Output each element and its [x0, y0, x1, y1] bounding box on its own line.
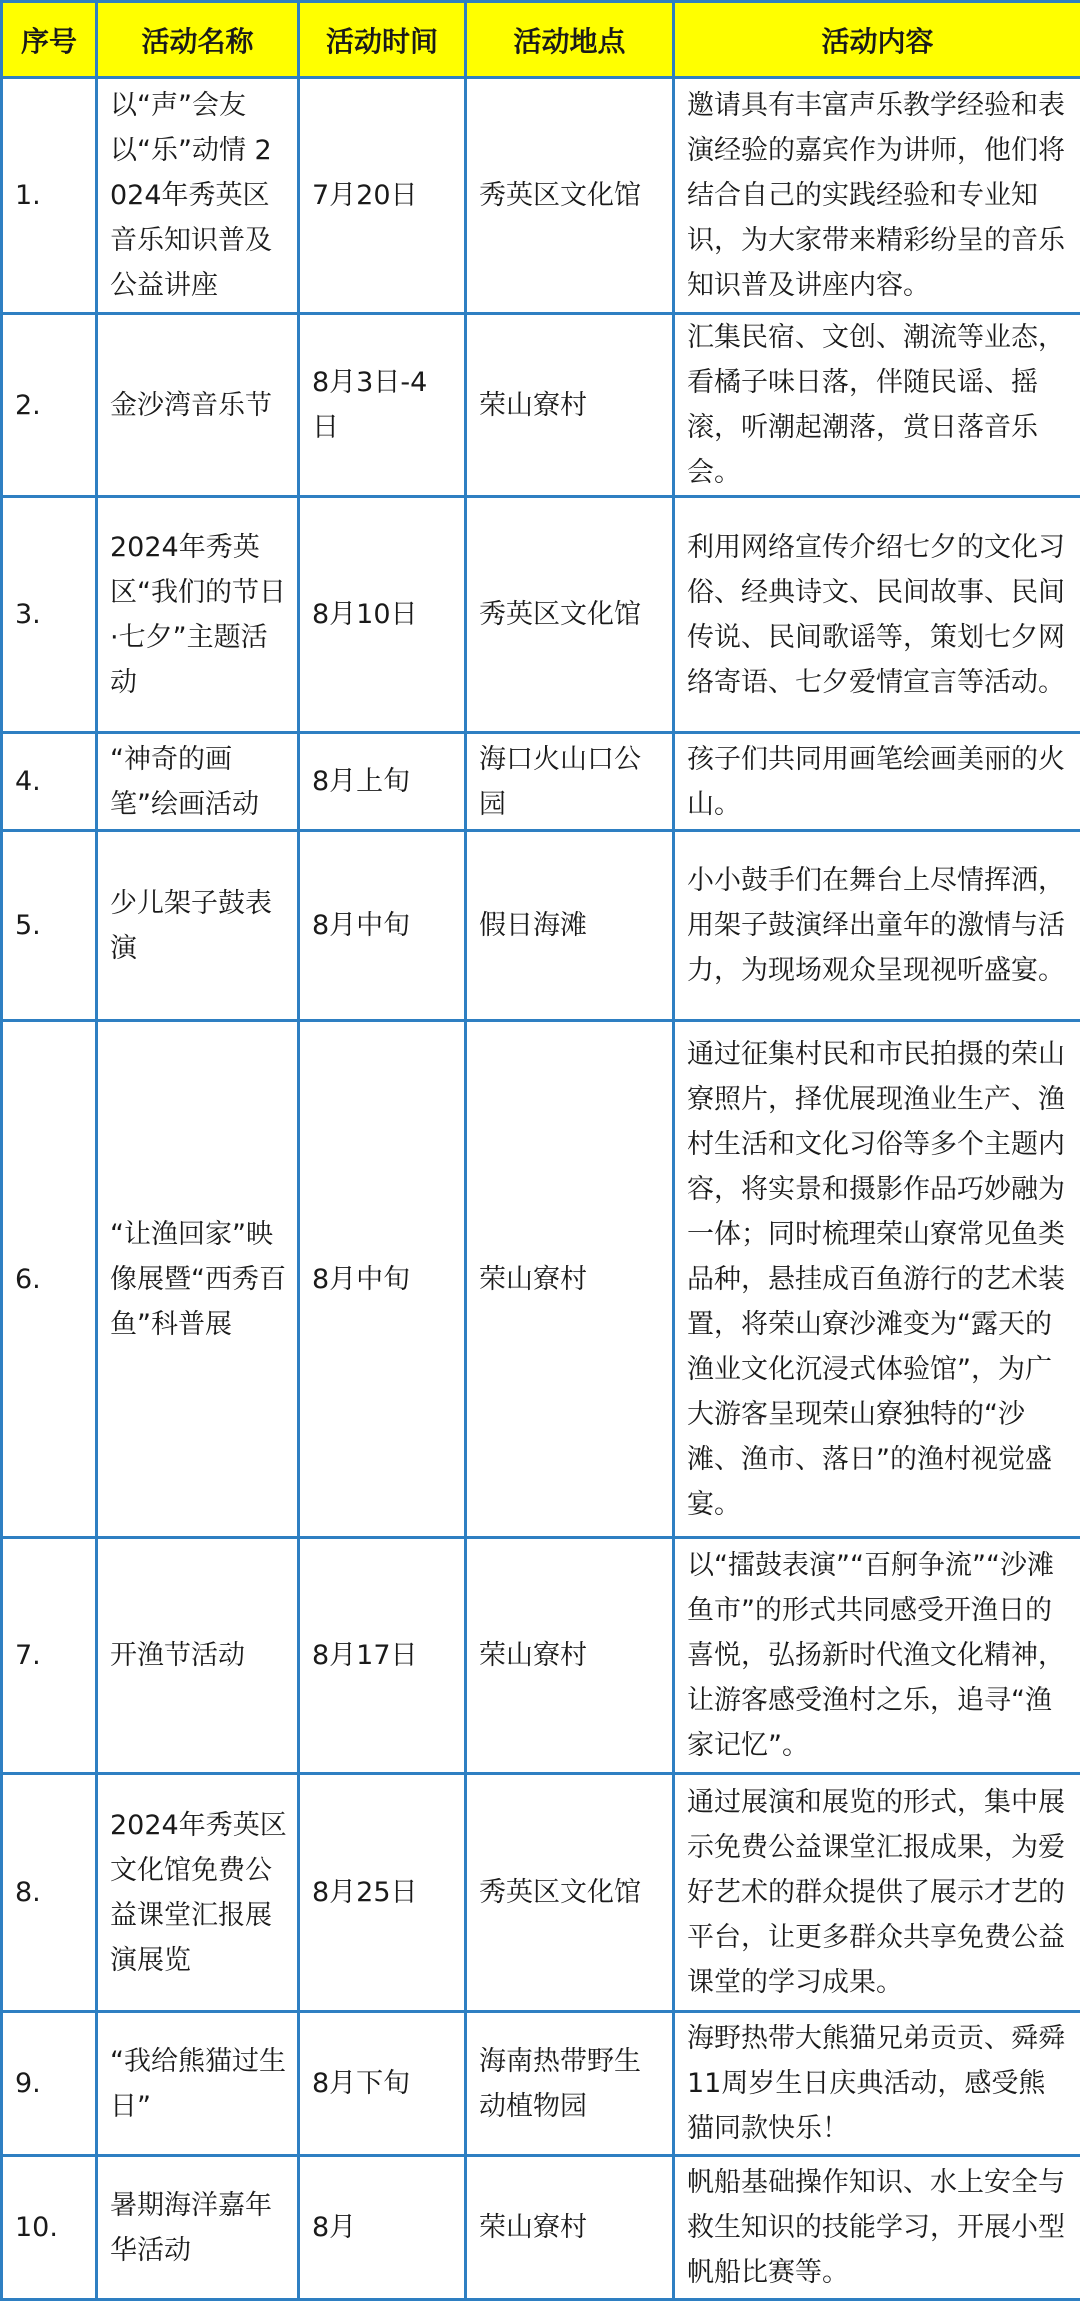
activity-time: 8月3日-4日 [299, 314, 466, 497]
activity-content: 以“擂鼓表演”“百舸争流”“沙滩鱼市”的形式共同感受开渔日的喜悦，弘扬新时代渔文化精神，让游客感受渔村之乐，追寻“渔家记忆”。 [674, 1538, 1080, 1774]
activity-time: 8月 [299, 2156, 466, 2300]
activity-content: 孩子们共同用画笔绘画美丽的火山。 [674, 733, 1080, 831]
activity-place: 秀英区文化馆 [466, 78, 674, 314]
activity-place: 荣山寮村 [466, 314, 674, 497]
activity-time: 8月25日 [299, 1774, 466, 2012]
table-row [2, 1774, 1080, 2012]
activity-content: 通过展演和展览的形式，集中展示免费公益课堂汇报成果，为爱好艺术的群众提供了展示才艺的平台，让更多群众共享免费公益课堂的学习成果。 [674, 1774, 1080, 2012]
row-number: 2. [2, 314, 97, 497]
table-row [2, 831, 1080, 1021]
activity-name: 2024年秀英区文化馆免费公益课堂汇报展演展览 [97, 1774, 299, 2012]
activity-name: 金沙湾音乐节 [97, 314, 299, 497]
activity-place: 秀英区文化馆 [466, 1774, 674, 2012]
activity-place: 海南热带野生动植物园 [466, 2012, 674, 2156]
activity-content: 汇集民宿、文创、潮流等业态，看橘子味日落，伴随民谣、摇滚，听潮起潮落，赏日落音乐会。 [674, 314, 1080, 497]
table-row [2, 1021, 1080, 1538]
activity-name: 2024年秀英区“我们的节日·七夕”主题活动 [97, 497, 299, 733]
row-number: 6. [2, 1021, 97, 1538]
table-row [2, 2012, 1080, 2156]
activity-time: 8月上旬 [299, 733, 466, 831]
activity-content: 利用网络宣传介绍七夕的文化习俗、经典诗文、民间故事、民间传说、民间歌谣等，策划七夕网络寄语、七夕爱情宣言等活动。 [674, 497, 1080, 733]
activity-name: “神奇的画笔”绘画活动 [97, 733, 299, 831]
row-number: 5. [2, 831, 97, 1021]
activity-content: 小小鼓手们在舞台上尽情挥洒，用架子鼓演绎出童年的激情与活力，为现场观众呈现视听盛宴。 [674, 831, 1080, 1021]
header-name: 活动名称 [97, 2, 299, 78]
row-number: 10. [2, 2156, 97, 2300]
activity-time: 7月20日 [299, 78, 466, 314]
activity-name: “让渔回家”映像展暨“西秀百鱼”科普展 [97, 1021, 299, 1538]
table-row [2, 497, 1080, 733]
activity-name: “我给熊猫过生日” [97, 2012, 299, 2156]
activity-content: 通过征集村民和市民拍摄的荣山寮照片，择优展现渔业生产、渔村生活和文化习俗等多个主题内容，将实景和摄影作品巧妙融为一体；同时梳理荣山寮常见鱼类品种，悬挂成百鱼游行的艺术装置，将荣山寮沙滩变为“露天的渔业文化沉浸式体验馆”，为广大游客呈现荣山寮独特的“沙滩、渔市、落日”的渔村视觉盛宴。 [674, 1021, 1080, 1538]
header-no: 序号 [2, 2, 97, 78]
activity-name: 暑期海洋嘉年华活动 [97, 2156, 299, 2300]
activity-content: 海野热带大熊猫兄弟贡贡、舜舜11周岁生日庆典活动，感受熊猫同款快乐！ [674, 2012, 1080, 2156]
activity-name: 开渔节活动 [97, 1538, 299, 1774]
activity-time: 8月下旬 [299, 2012, 466, 2156]
row-number: 4. [2, 733, 97, 831]
activity-time: 8月10日 [299, 497, 466, 733]
table-row [2, 733, 1080, 831]
activity-place: 荣山寮村 [466, 1538, 674, 1774]
row-number: 1. [2, 78, 97, 314]
activity-place: 海口火山口公园 [466, 733, 674, 831]
activity-content: 帆船基础操作知识、水上安全与救生知识的技能学习，开展小型帆船比赛等。 [674, 2156, 1080, 2300]
activity-place: 荣山寮村 [466, 2156, 674, 2300]
table-row [2, 78, 1080, 314]
header-row [2, 2, 1080, 78]
activity-place: 假日海滩 [466, 831, 674, 1021]
activity-content: 邀请具有丰富声乐教学经验和表演经验的嘉宾作为讲师，他们将结合自己的实践经验和专业知识，为大家带来精彩纷呈的音乐知识普及讲座内容。 [674, 78, 1080, 314]
header-content: 活动内容 [674, 2, 1080, 78]
header-place: 活动地点 [466, 2, 674, 78]
row-number: 9. [2, 2012, 97, 2156]
table-row [2, 1538, 1080, 1774]
activity-time: 8月17日 [299, 1538, 466, 1774]
table-row [2, 2156, 1080, 2300]
activity-place: 荣山寮村 [466, 1021, 674, 1538]
row-number: 8. [2, 1774, 97, 2012]
row-number: 3. [2, 497, 97, 733]
header-time: 活动时间 [299, 2, 466, 78]
activity-time: 8月中旬 [299, 831, 466, 1021]
activity-time: 8月中旬 [299, 1021, 466, 1538]
row-number: 7. [2, 1538, 97, 1774]
activity-place: 秀英区文化馆 [466, 497, 674, 733]
activity-name: 以“声”会友 以“乐”动情 2024年秀英区音乐知识普及公益讲座 [97, 78, 299, 314]
activity-name: 少儿架子鼓表演 [97, 831, 299, 1021]
table-row [2, 314, 1080, 497]
